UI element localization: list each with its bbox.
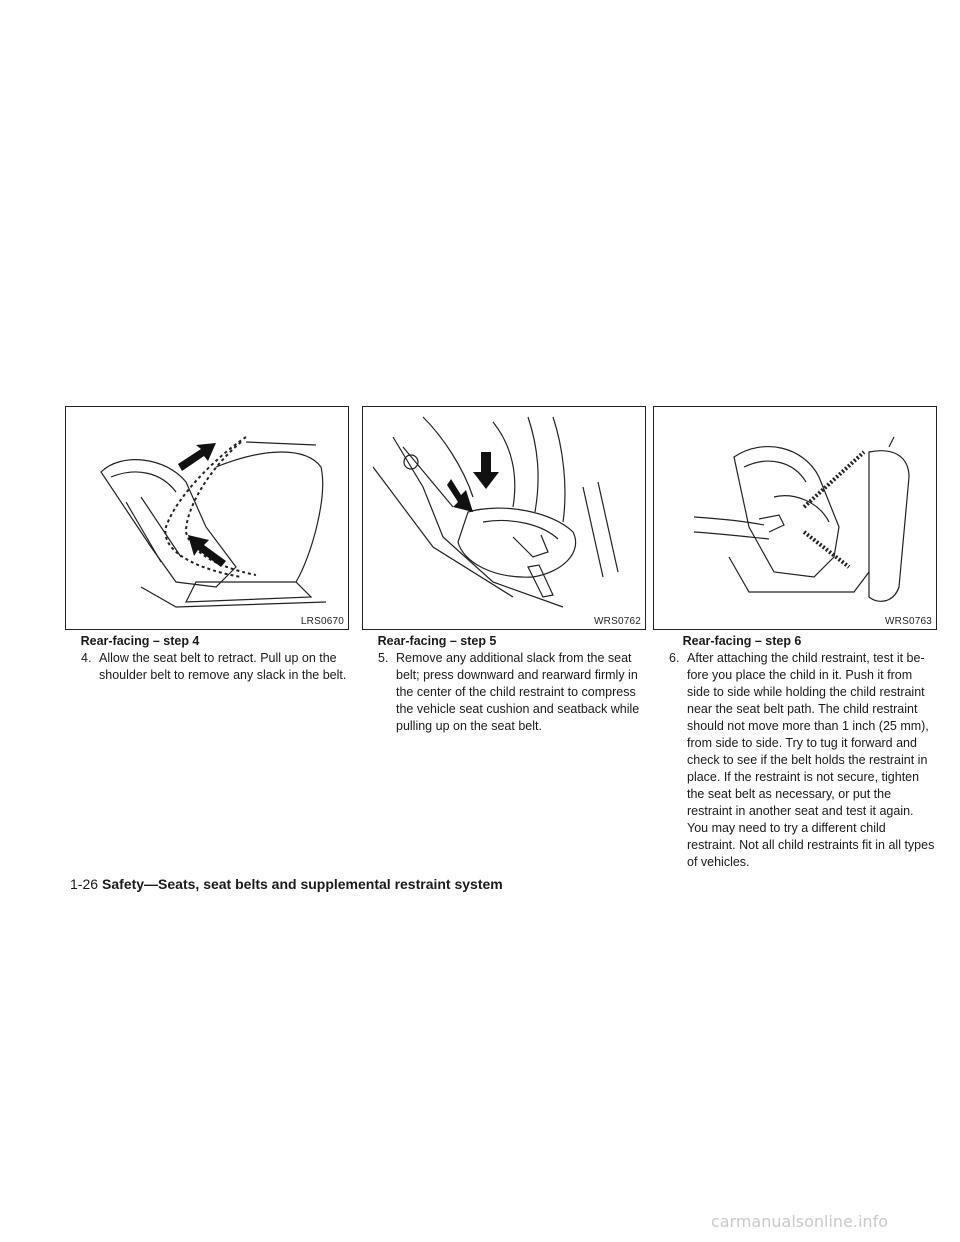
step-text: After attaching the child restraint, test it be-fore you place the child in it. Push it from side to side while holding the child restraint near the seat belt path. The child restraint should not move more than 1 inch (25 mm), from side to side. Try to tug it forward and check to see if the belt holds the restraint in place. If the restraint is not secure, tighten the seat belt as necessary, or put the restraint in another seat and test it again. You may need to try a different child restraint. Not all child restraints fit in all types of vehicles. (687, 651, 935, 869)
column-step-6 (653, 406, 937, 871)
section-title: Safety—Seats, seat belts and supplemental restraint system (102, 876, 503, 892)
step-text: Remove any additional slack from the seat belt; press downward and rearward firmly in the center of the child restraint to compress the vehicle seat cushion and seatback while pulling up on the seat belt. (396, 651, 640, 733)
page-footer (70, 876, 503, 892)
figure-code: WRS0763 (885, 616, 932, 627)
figure-code: WRS0762 (594, 616, 641, 627)
step-paragraph (65, 650, 349, 684)
illustration-step-5 (363, 407, 645, 629)
illustration-step-6 (654, 407, 936, 629)
figure-caption: Rear-facing – step 6 (682, 634, 802, 648)
column-step-5 (362, 406, 646, 735)
step-number: 6. (669, 651, 680, 665)
illustration-step-4 (66, 407, 348, 629)
step-number: 4. (81, 651, 92, 665)
step-number: 5. (378, 651, 389, 665)
figure-rear-facing-step-6 (653, 406, 937, 630)
step-paragraph (653, 650, 937, 871)
figure-caption: Rear-facing – step 4 (80, 634, 200, 648)
step-paragraph (362, 650, 646, 735)
column-step-4 (65, 406, 349, 684)
figure-rear-facing-step-4 (65, 406, 349, 630)
figure-code: LRS0670 (300, 616, 344, 627)
figure-caption: Rear-facing – step 5 (377, 634, 497, 648)
figure-rear-facing-step-5 (362, 406, 646, 630)
step-text: Allow the seat belt to retract. Pull up on the shoulder belt to remove any slack in the belt. (99, 651, 347, 682)
page-number: 1-26 (70, 876, 99, 892)
watermark-text: carmanualsonline.info (710, 1212, 888, 1231)
